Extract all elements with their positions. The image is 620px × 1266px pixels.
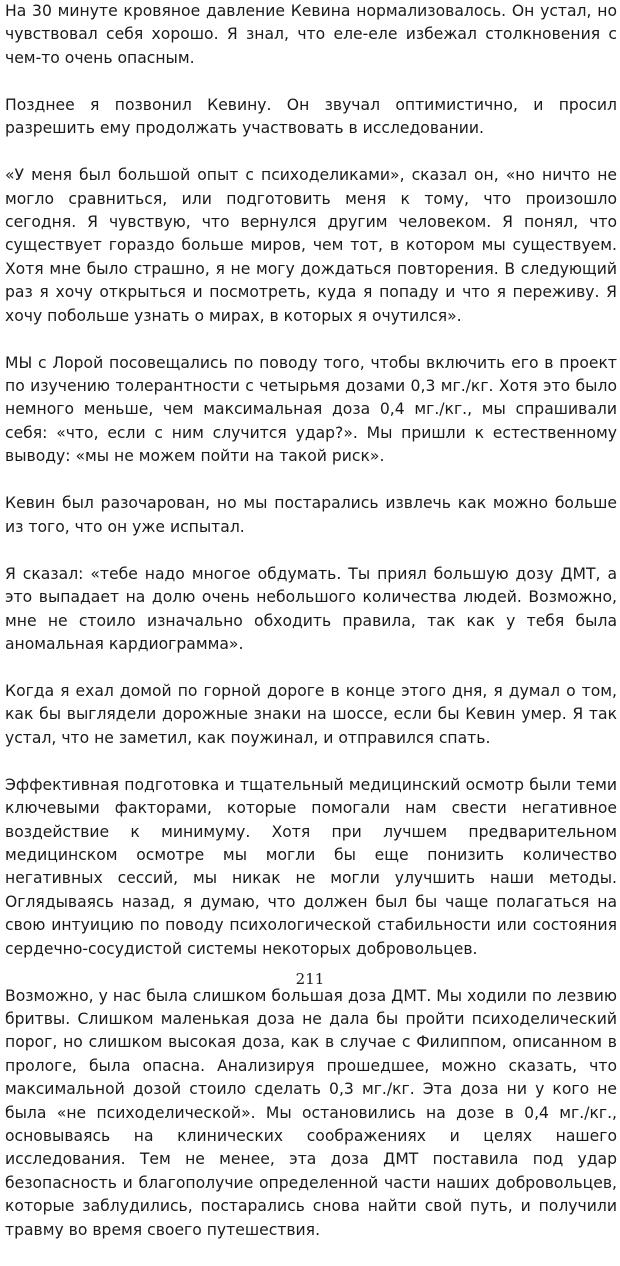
paragraph-1: На 30 минуте кровяное давление Кевина нормализовалось. Он устал, но чувствовал себя хорошо. Я знал, что еле-еле избежал столкновения с чем-то очень опасным. <box>5 2 617 67</box>
paragraph-2: Позднее я позвонил Кевину. Он звучал оптимистично, и просил разрешить ему продолжать участвовать в исследовании. <box>5 95 617 138</box>
paragraph-6: Я сказал: «тебе надо многое обдумать. Ты приял большую дозу ДМТ, а это выпадает на долю очень небольшого количества людей. Возможно, мне не стоило изначально обходить правила, так как у тебя была аномальная кардиограмма». <box>5 564 617 653</box>
paragraph-5: Кевин был разочарован, но мы постарались извлечь как можно больше из того, что он уже испытал. <box>5 494 617 536</box>
paragraph-9: Возможно, у нас была слишком большая доза ДМТ. Мы ходили по лезвию бритвы. Слишком маленькая доза не дала бы пройти психоделический порог, но слишком высокая доза, как в случае с Филиппом, описанном в прологе, была опасна. Анализируя прошедшее, можно сказать, что максимальной дозой стоило сделать 0,3 мг./кг. Эта доза ни у кого не была «не психоделической». Мы остановились на дозе в 0,4 мг./кг., основываясь на клинических соображениях и целях нашего исследования. Тем не менее, эта доза ДМТ поставила под удар безопасность и благополучие определенной части наших добровольцев, которые заблудились, постарались снова найти свой путь, и получили травму во время своего путешествия. <box>5 986 617 1239</box>
page-number: 211 <box>295 970 325 988</box>
body-text <box>5 0 617 1266</box>
paragraph-3: «У меня был большой опыт с психоделиками», сказал он, «но ничто не могло сравниться, или подготовить меня к тому, что произошло сегодня. Я чувствую, что вернулся другим человеком. Я понял, что существует гораздо больше миров, чем тот, в котором мы существуем. Хотя мне было страшно, я не могу дождаться повторения. В следующий раз я хочу открыться и посмотреть, куда я попаду и что я переживу. Я хочу побольше узнать о мирах, в которых я очутился». <box>5 166 617 325</box>
paragraph-7: Когда я ехал домой по горной дороге в конце этого дня, я думал о том, как бы выглядели дорожные знаки на шоссе, если бы Кевин умер. Я так устал, что не заметил, как поужинал, и отправился спать. <box>5 681 617 747</box>
paragraph-8: Эффективная подготовка и тщательный медицинский осмотр были теми ключевыми факторами, которые помогали нам свести негативное воздействие к минимуму. Хотя при лучшем предварительном медицинском осмотре мы могли бы еще понизить количество негативных сессий, мы никак не могли улучшить наши методы. Оглядываясь назад, я думаю, что должен был бы чаще полагаться на свою интуицию по поводу психологической стабильности или состояния сердечно-сосудистой системы некоторых добровольцев. <box>5 775 617 958</box>
paragraph-4: МЫ с Лорой посовещались по поводу того, чтобы включить его в проект по изучению толерантности с четырьмя дозами 0,3 мг./кг. Хотя это было немного меньше, чем максимальная доза 0,4 мг./кг., мы спрашивали себя: «что, если с ним случится удар?». Мы пришли к естественному выводу: «мы не можем пойти на такой риск». <box>5 353 617 466</box>
